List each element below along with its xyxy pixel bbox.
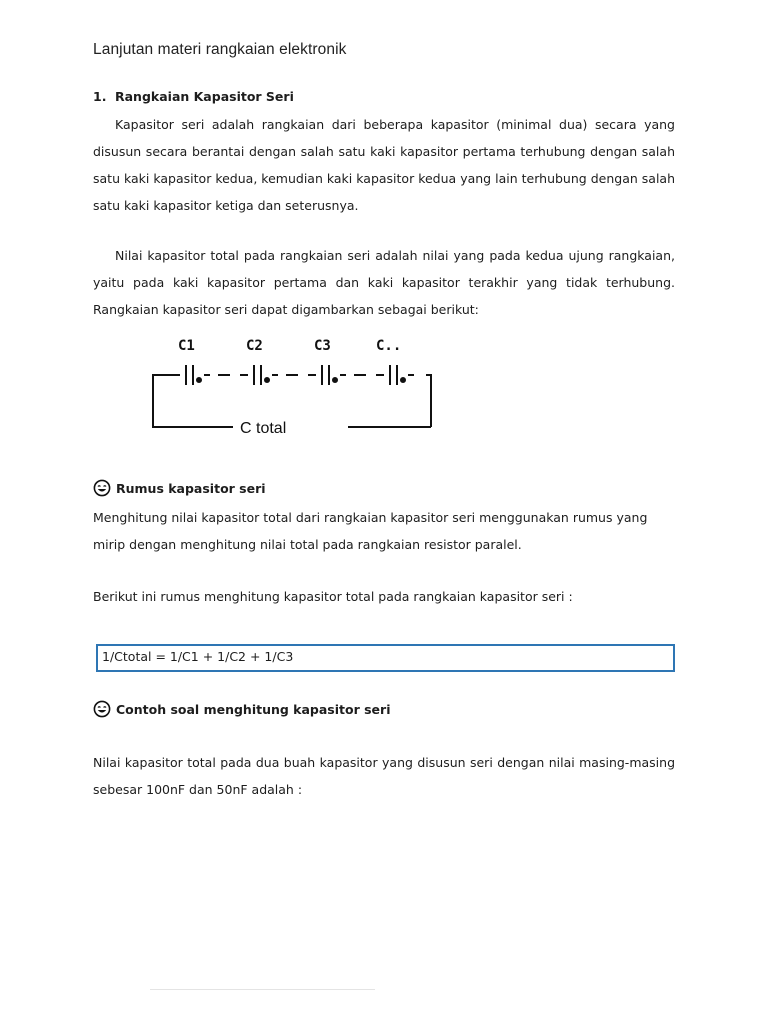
paragraph-total-value: Nilai kapasitor total pada rangkaian seri adalah nilai yang pada kedua ujung rangkaian, yaitu pada kaki kapasitor pertama dan kaki kapasitor terakhir yang tidak terhubung. Rangkaian kapasitor seri dapat digambarkan sebagai berikut: [93,248,675,317]
smiley-icon [93,479,111,497]
capacitor-label-c2: C2 [246,338,263,354]
paragraph-formula-lead: Berikut ini rumus menghitung kapasitor total pada rangkaian kapasitor seri : [93,589,573,604]
example-heading-text: Contoh soal menghitung kapasitor seri [116,701,391,717]
page-title: Lanjutan materi rangkaian elektronik [93,41,347,58]
capacitor-1-dot [196,377,202,383]
total-capacitance-label: C total [240,420,287,437]
circuit-wires [153,365,431,427]
series-capacitor-diagram [148,334,438,440]
capacitor-label-cn: C.. [376,338,402,354]
divider [150,989,375,990]
capacitor-label-c1: C1 [178,338,195,354]
paragraph-definition: Kapasitor seri adalah rangkaian dari beberapa kapasitor (minimal dua) secara yang disusun secara berantai dengan salah satu kaki kapasitor pertama terhubung dengan salah satu kaki kapasitor kedua, kemudian kaki kapasitor kedua yang lain terhubung dengan salah satu kaki kapasitor ketiga dan seterusnya. [93,117,675,213]
formula-box: 1/Ctotal = 1/C1 + 1/C2 + 1/C3 [96,644,675,672]
formula-heading-text: Rumus kapasitor seri [116,480,266,496]
paragraph-formula-intro: Menghitung nilai kapasitor total dari rangkaian kapasitor seri menggunakan rumus yang mirip dengan menghitung nilai total pada rangkaian resistor paralel. [93,510,648,552]
capacitor-n-dot [400,377,406,383]
formula-heading [93,479,266,497]
polarity-dots [196,377,406,383]
capacitor-3-dot [332,377,338,383]
paragraph-example-question: Nilai kapasitor total pada dua buah kapasitor yang disusun seri dengan nilai masing-masing sebesar 100nF dan 50nF adalah : [93,755,675,797]
section-heading-text: Rangkaian Kapasitor Seri [115,89,294,104]
capacitor-2-dot [264,377,270,383]
capacitor-label-c3: C3 [314,338,331,354]
section-heading [93,89,294,104]
smiley-icon [93,700,111,718]
section-number: 1. [93,89,107,104]
example-heading [93,700,390,718]
